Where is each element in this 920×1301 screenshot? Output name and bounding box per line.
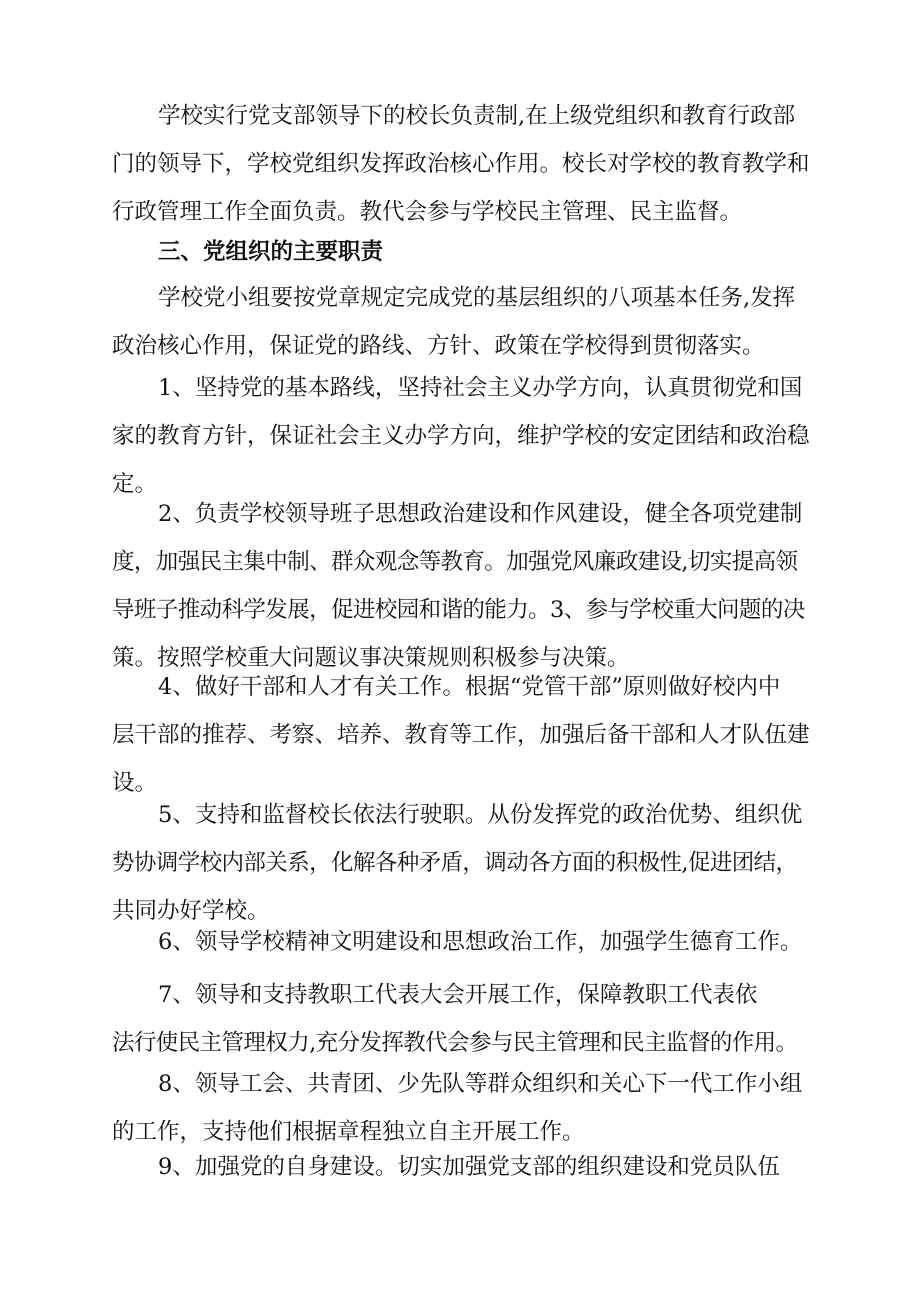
item-7 [112,971,828,1067]
paragraph-intro [112,92,828,236]
text-line: 7、领导和支持教职工代表大会开展工作，保障教职工代表依 [158,982,758,1008]
text-line: 4、做好干部和人才有关工作。根据“党管干部”原则做好校内中 [158,674,781,700]
text-line: 共同办好学校。 [112,898,270,924]
text-line: 9、加强党的自身建设。切实加强党支部的组织建设和党员队伍 [158,1154,780,1180]
text-line: 导班子推动科学发展，促进校园和谐的能力。3、参与学校重大问题的决 [112,597,805,623]
item-6 [112,918,828,966]
text-line: 层干部的推荐、考察、培养、教育等工作，加强后备干部和人才队伍建 [112,722,810,748]
item-8 [112,1060,828,1156]
text-line: 度，加强民主集中制、群众观念等教育。加强党风廉政建设,切实提高领 [112,549,798,575]
section-heading [112,228,828,276]
text-line: 势协调学校内部关系，化解各种矛盾，调动各方面的积极性,促进团结， [112,850,798,876]
text-line: 策。按照学校重大问题议事决策规则积极参与决策。 [112,645,630,671]
text-line: 学校党小组要按党章规定完成党的基层组织的八项基本任务,发挥 [158,285,796,311]
text-line: 学校实行党支部领导下的校长负责制,在上级党组织和教育行政部 [158,103,796,129]
text-line: 设。 [112,770,158,796]
text-line: 家的教育方针，保证社会主义办学方向，维护学校的安定团结和政治稳 [112,423,810,449]
item-5 [112,791,828,935]
item-4 [112,663,828,807]
item-2-3 [112,490,828,682]
text-line: 定。 [112,471,158,497]
text-line: 政治核心作用，保证党的路线、方针、政策在学校得到贯彻落实。 [112,333,765,359]
text-line: 8、领导工会、共青团、少先队等群众组织和关心下一代工作小组 [158,1071,803,1097]
text-line: 5、支持和监督校长依法行驶职。从份发挥党的政治优势、组织优 [158,802,803,828]
text-line: 门的领导下，学校党组织发挥政治核心作用。校长对学校的教育教学和 [112,151,810,177]
text-line: 行政管理工作全面负责。教代会参与学校民主管理、民主监督。 [112,199,743,225]
text-line: 6、领导学校精神文明建设和思想政治工作，加强学生德育工作。 [158,929,803,955]
item-1 [112,364,828,508]
text-line: 法行使民主管理权力,充分发挥教代会参与民主管理和民主监督的作用。 [112,1030,798,1056]
text-line: 的工作，支持他们根据章程独立自主开展工作。 [112,1119,585,1145]
text-line: 1、坚持党的基本路线，坚持社会主义办学方向，认真贯彻党和国 [158,375,803,401]
item-9 [112,1143,828,1191]
text-line: 2、负责学校领导班子思想政治建设和作风建设，健全各项党建制 [158,501,803,527]
heading-text: 三、党组织的主要职责 [158,239,384,265]
paragraph-duties [112,274,828,370]
